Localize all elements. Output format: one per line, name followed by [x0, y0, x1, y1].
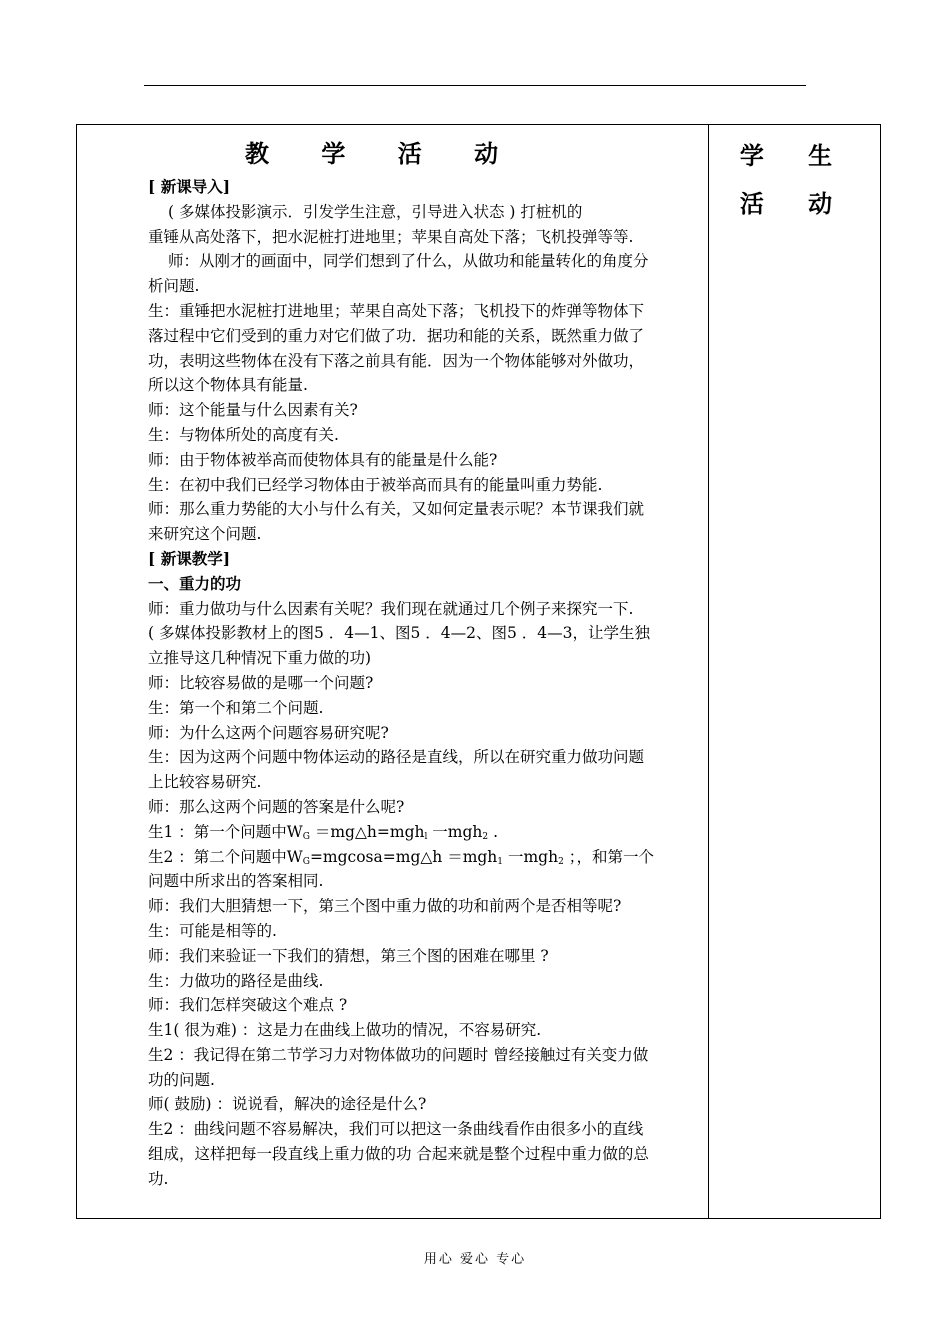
formula-line [148, 820, 703, 845]
page-footer: 用心 爱心 专心 [423, 1252, 527, 1267]
text-line: ( 多媒体投影教材上的图5 ．4—1、图5 ．4—2、图5 ．4—3，让学生独 [148, 624, 651, 643]
text-line: 师：我们来验证一下我们的猜想，第三个图的困难在哪里 ? [148, 946, 549, 965]
text-line: 生2 ：我记得在第二节学习力对物体做功的问题时 曾经接触过有关变力做 [148, 1045, 649, 1064]
header-rule [144, 85, 806, 86]
text-line: 生：可能是相等的. [148, 921, 277, 940]
text-line: 生：第一个和第二个问题. [148, 698, 324, 717]
formula-subscript: 2 [558, 856, 564, 867]
text-line: 功的问题. [148, 1070, 215, 1089]
text-line: 生2 ：曲线问题不容易解决，我们可以把这一条曲线看作由很多小的直线 [148, 1120, 644, 1139]
formula-line [148, 845, 703, 870]
text-line: 师：我们怎样突破这个难点 ? [148, 996, 348, 1015]
formula-subscript: 2 [482, 831, 489, 842]
text-line: 生：力做功的路径是曲线. [148, 971, 324, 990]
column-divider [708, 124, 709, 1219]
text-line: 问题中所求出的答案相同. [148, 872, 324, 891]
teaching-activity-heading: 教 学 活 动 [245, 139, 521, 168]
text-line: ( 多媒体投影演示．引发学生注意，引导进入状态 ) 打桩机的 [168, 202, 583, 221]
formula-subscript: G [302, 831, 310, 842]
text-line: 生1( 很为难) ：这是力在曲线上做功的情况，不容易研究. [148, 1021, 542, 1040]
formula-part: 生1 ：第一个问题中W [148, 822, 303, 841]
text-line: 师：我们大胆猜想一下，第三个图中重力做的功和前两个是否相等呢? [148, 897, 622, 916]
formula-part: 生2 ：第二个问题中W [148, 847, 303, 866]
section-intro-heading: [ 新课导入] [148, 177, 231, 196]
text-line: 重锤从高处落下，把水泥桩打进地里；苹果自高处下落；飞机投弹等等. [148, 227, 634, 246]
text-line: 生：因为这两个问题中物体运动的路径是直线，所以在研究重力做功问题 [148, 748, 645, 767]
formula-part: ；，和第一个 [563, 847, 654, 866]
text-line: 生：与物体所处的高度有关. [148, 425, 339, 444]
text-line: 功. [148, 1169, 169, 1188]
formula-part: =mgcosa=mg△h ＝mgh [309, 847, 498, 866]
text-line: 来研究这个问题. [148, 525, 262, 544]
subsection-heading: 一、重力的功 [148, 573, 242, 593]
text-line: 组成，这样把每一段直线上重力做的功 合起来就是整个过程中重力做的总 [148, 1145, 649, 1164]
text-line: 师( 鼓励) ：说说看，解决的途径是什么? [148, 1095, 427, 1114]
student-activity-heading: 学 生 活 动 [739, 141, 851, 218]
text-line: 落过程中它们受到的重力对它们做了功．据功和能的关系，既然重力做了 [148, 326, 645, 345]
text-line: 师：为什么这两个问题容易研究呢? [148, 723, 389, 742]
text-line: 生：在初中我们已经学习物体由于被举高而具有的能量叫重力势能. [148, 475, 603, 494]
text-line: 生：重锤把水泥桩打进地里；苹果自高处下落；飞机投下的炸弹等物体下 [148, 301, 645, 320]
section-new-lesson-heading: [ 新课教学] [148, 548, 231, 568]
text-line: 师：这个能量与什么因素有关? [148, 401, 358, 420]
lesson-body [148, 175, 703, 1192]
text-line: 师：由于物体被举高而使物体具有的能量是什么能? [148, 450, 498, 469]
text-line: 立推导这几种情况下重力做的功) [148, 649, 372, 668]
formula-subscript: l [424, 831, 428, 842]
text-line: 所以这个物体具有能量. [148, 376, 308, 395]
formula-part: 一mgh [427, 822, 483, 841]
text-line: 功，表明这些物体在没有下落之前具有能．因为一个物体能够对外做功， [148, 351, 645, 370]
formula-subscript: G [302, 856, 310, 867]
formula-part: 一mgh [503, 847, 559, 866]
formula-part: ＝mg△h=mgh [309, 822, 425, 841]
formula-subscript: 1 [497, 856, 504, 867]
text-line: 师：那么这两个问题的答案是什么呢? [148, 797, 405, 816]
text-line: 析问题. [148, 277, 200, 296]
text-line: 师：比较容易做的是哪一个问题? [148, 673, 374, 692]
text-line: 师：从刚才的画面中，同学们想到了什么，从做功和能量转化的角度分 [168, 252, 649, 271]
text-line: 上比较容易研究. [148, 773, 262, 792]
text-line: 师：那么重力势能的大小与什么有关，又如何定量表示呢？本节课我们就 [148, 500, 645, 519]
text-line: 师：重力做功与什么因素有关呢？我们现在就通过几个例子来探究一下. [148, 599, 634, 618]
formula-part: . [488, 822, 498, 841]
